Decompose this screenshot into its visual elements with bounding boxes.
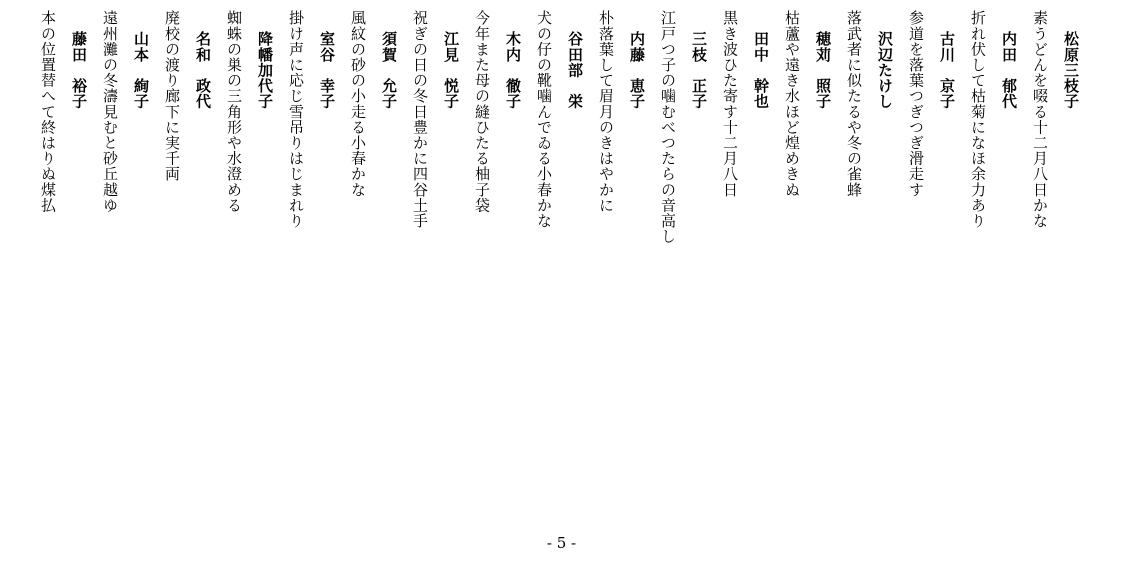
author-name: 穂苅 照子 bbox=[814, 31, 832, 109]
haiku-entry bbox=[471, 10, 523, 213]
author-name: 内藤 恵子 bbox=[628, 31, 646, 109]
haiku-entry bbox=[347, 10, 399, 197]
haiku-entry bbox=[223, 10, 275, 213]
author-name: 谷田部 栄 bbox=[566, 31, 584, 109]
author-name: 松原三枝子 bbox=[1062, 31, 1080, 109]
haiku-text: 素うどんを啜る十二月八日かな bbox=[1031, 10, 1049, 229]
haiku-text: 枯蘆や遠き水ほど煌めきぬ bbox=[783, 10, 801, 198]
author-name: 名和 政代 bbox=[194, 31, 212, 109]
haiku-text: 今年また母の縫ひたる柚子袋 bbox=[473, 10, 491, 213]
haiku-text: 黒き波ひた寄す十二月八日 bbox=[721, 10, 739, 198]
author-name: 須賀 允子 bbox=[380, 31, 398, 109]
haiku-entry bbox=[161, 10, 213, 182]
haiku-entry bbox=[595, 10, 647, 213]
haiku-text: 犬の仔の靴噛んでゐる小春かな bbox=[535, 10, 553, 229]
haiku-text: 落武者に似たるや冬の雀蜂 bbox=[845, 10, 863, 198]
haiku-entry bbox=[285, 10, 337, 228]
author-name: 内田 郁代 bbox=[1000, 31, 1018, 109]
haiku-text: 朴落葉して眉月のきはやかに bbox=[597, 10, 615, 213]
author-name: 古川 京子 bbox=[938, 31, 956, 109]
haiku-entry bbox=[99, 10, 151, 213]
haiku-entry bbox=[533, 10, 585, 228]
author-name: 三枝 正子 bbox=[690, 31, 708, 109]
haiku-entry bbox=[967, 10, 1019, 228]
haiku-entry bbox=[781, 10, 833, 197]
haiku-entry bbox=[1029, 10, 1081, 228]
author-name: 山本 絢子 bbox=[132, 31, 150, 109]
haiku-entry bbox=[37, 10, 89, 213]
haiku-entry bbox=[905, 10, 957, 197]
page-number: - 5 - bbox=[546, 534, 577, 552]
haiku-text: 折れ伏して枯菊になほ余力あり bbox=[969, 10, 987, 229]
author-name: 藤田 裕子 bbox=[70, 31, 88, 109]
haiku-text: 蜘蛛の巣の三角形や水澄める bbox=[225, 10, 243, 213]
author-name: 室谷 幸子 bbox=[318, 31, 336, 109]
author-name: 木内 徹子 bbox=[504, 31, 522, 109]
haiku-text: 参道を落葉つぎつぎ滑走す bbox=[907, 10, 925, 198]
author-name: 降幡加代子 bbox=[256, 31, 274, 109]
haiku-entry bbox=[657, 10, 709, 244]
haiku-text: 遠州灘の冬濤見むと砂丘越ゆ bbox=[101, 10, 119, 213]
author-name: 江見 悦子 bbox=[442, 31, 460, 109]
haiku-text: 本の位置替へて終はりぬ煤払 bbox=[39, 10, 57, 213]
haiku-entry bbox=[409, 10, 461, 228]
haiku-columns bbox=[41, 10, 1081, 300]
haiku-text: 廃校の渡り廊下に実千両 bbox=[163, 10, 181, 182]
author-name: 沢辺たけし bbox=[876, 31, 894, 109]
haiku-text: 江戸つ子の噛むべつたらの音高し bbox=[659, 10, 677, 244]
haiku-text: 風紋の砂の小走る小春かな bbox=[349, 10, 367, 198]
haiku-text: 掛け声に応じ雪吊りはじまれり bbox=[287, 10, 305, 229]
haiku-entry bbox=[843, 10, 895, 197]
haiku-text: 祝ぎの日の冬日豊かに四谷土手 bbox=[411, 10, 429, 229]
haiku-entry bbox=[719, 10, 771, 197]
author-name: 田中 幹也 bbox=[752, 31, 770, 109]
